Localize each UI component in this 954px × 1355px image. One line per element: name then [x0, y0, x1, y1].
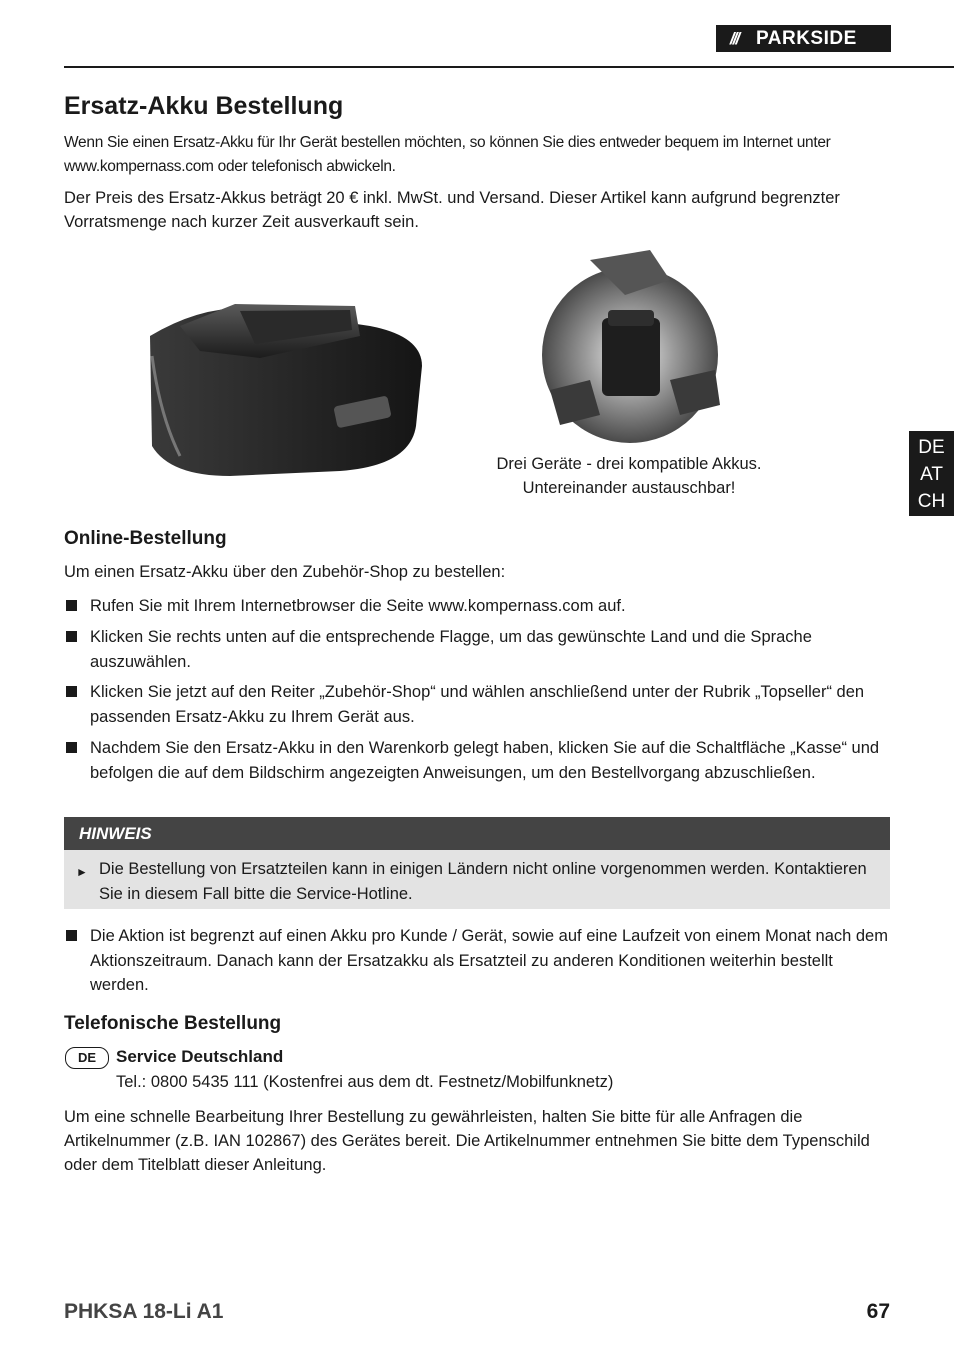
bullet-square	[66, 742, 77, 753]
lang-de: DE	[918, 437, 945, 458]
bullet-square	[66, 631, 77, 642]
lang-at: AT	[920, 464, 943, 485]
service-phone: Tel.: 0800 5435 111 (Kostenfrei aus dem dt. Festnetz/Mobilfunknetz)	[116, 1073, 614, 1091]
logo-slashes: ///	[729, 28, 739, 48]
header-rule	[64, 66, 954, 68]
aktion-text: Die Aktion ist begrenzt auf einen Akku pro Kunde / Gerät, sowie auf eine Laufzeit von einem Monat nach dem Aktionszeitraum. Danach kann der Ersatzakku als Ersatzteil zu anderen Konditionen weiterhin bestellt werden.	[90, 927, 888, 994]
logo-text: PARKSIDE	[756, 27, 857, 49]
arrow-right-icon: ►	[76, 865, 88, 879]
footer-model: PHKSA 18-Li A1	[64, 1300, 224, 1323]
parkside-logo	[716, 25, 891, 52]
service-title: Service Deutschland	[116, 1047, 284, 1066]
bullet-square	[66, 600, 77, 611]
bullet-square	[66, 686, 77, 697]
list-item	[64, 625, 890, 674]
caption-line-2: Untereinander austauschbar!	[522, 479, 736, 497]
list-item	[64, 594, 890, 619]
battery-pack-image	[140, 296, 426, 480]
page-number: 67	[866, 1300, 890, 1323]
list-item	[64, 736, 890, 785]
closing-paragraph: Um eine schnelle Bearbeitung Ihrer Bestellung zu gewährleisten, halten Sie bitte für alle Anfragen die Artikelnummer (z.B. IAN 102867) des Gerätes bereit. Die Artikelnummer entnehmen Sie bitte dem Typenschild oder dem Titelblatt dieser Anleitung.	[64, 1108, 870, 1174]
phone-heading: Telefonische Bestellung	[64, 1013, 282, 1034]
tools-circle-image	[530, 240, 730, 450]
hinweis-text: Die Bestellung von Ersatzteilen kann in einigen Ländern nicht online vorgenommen werden. Kontaktieren Sie in diesem Fall bitte die Service-Hotline.	[99, 860, 867, 903]
list-item-text: Klicken Sie rechts unten auf die entsprechende Flagge, um das gewünschte Land und die Sprache auszuwählen.	[90, 628, 812, 671]
bullet-square	[66, 930, 77, 941]
caption-line-1: Drei Geräte - drei kompatible Akkus.	[496, 455, 762, 473]
language-tab	[909, 431, 954, 516]
online-lead: Um einen Ersatz-Akku über den Zubehör-Shop zu bestellen:	[64, 563, 506, 581]
list-item-text: Klicken Sie jetzt auf den Reiter „Zubehör-Shop“ und wählen anschließend unter der Rubrik „Topseller“ den passenden Ersatz-Akku zu Ihrem Gerät aus.	[90, 683, 865, 726]
list-item	[64, 680, 890, 729]
hinweis-box	[64, 850, 890, 909]
page-title: Ersatz-Akku Bestellung	[64, 92, 344, 120]
lang-ch: CH	[917, 491, 946, 512]
online-heading: Online-Bestellung	[64, 528, 227, 549]
hinweis-header	[64, 817, 890, 850]
hinweis-title: HINWEIS	[79, 824, 152, 843]
country-badge: DE	[65, 1047, 109, 1069]
intro-paragraph: Wenn Sie einen Ersatz-Akku für Ihr Gerät bestellen möchten, so können Sie dies entweder bequem im Internet unter www.kompernass.com oder telefonisch abwickeln.	[64, 134, 831, 175]
image-caption	[470, 452, 788, 500]
list-item	[64, 924, 890, 998]
list-item-text: Rufen Sie mit Ihrem Internetbrowser die Seite www.kompernass.com auf.	[90, 597, 626, 615]
price-paragraph: Der Preis des Ersatz-Akkus beträgt 20 € inkl. MwSt. und Versand. Dieser Artikel kann aufgrund begrenzter Vorratsmenge nach kurzer Zeit ausverkauft sein.	[64, 189, 840, 231]
list-item-text: Nachdem Sie den Ersatz-Akku in den Warenkorb gelegt haben, klicken Sie auf die Schaltfläche „Kasse“ und befolgen die auf dem Bildschirm angezeigten Anweisungen, um den Bestellvorgang abzuschließen.	[90, 739, 880, 782]
